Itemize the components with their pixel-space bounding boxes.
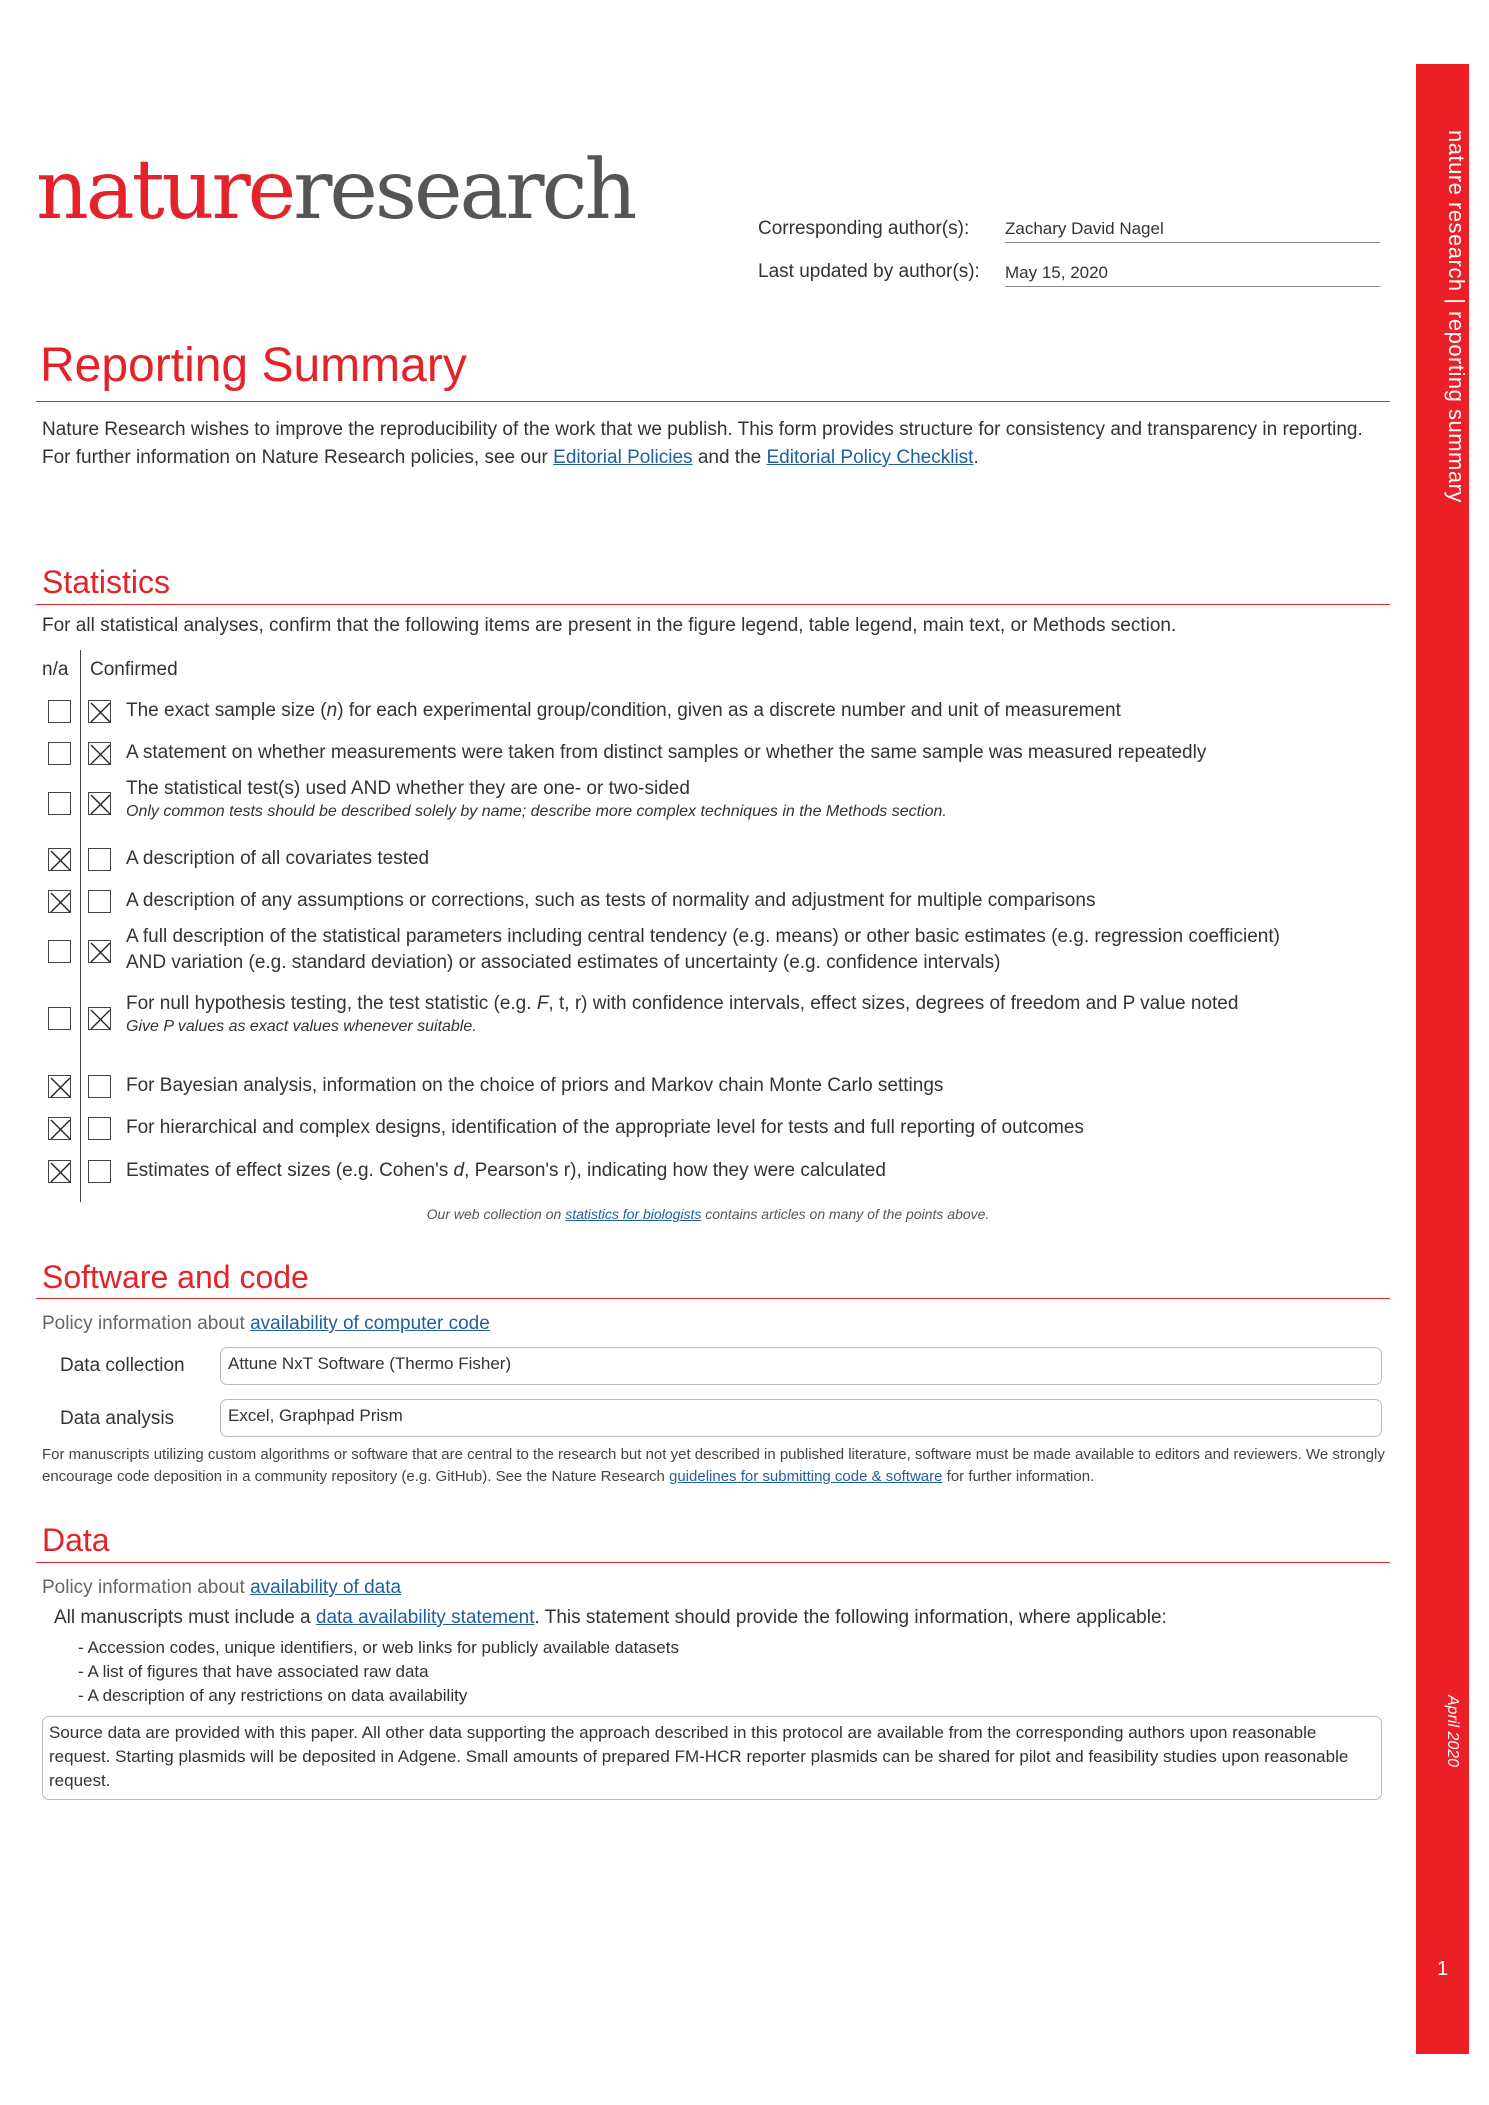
checklist-item-note: Give P values as exact values whenever suitable. <box>126 1018 477 1035</box>
checklist-item-text <box>126 924 1280 976</box>
data-heading: Data <box>42 1522 110 1558</box>
data-availability-field[interactable]: Source data are provided with this paper. All other data supporting the approach described in this protocol are available from the corresponding authors upon reasonable request. Starting plasmids will be deposited in Adgene. Small amounts of prepared FM-HCR reporter plasmids can be shared for pilot and feasibility studies upon reasonable request. <box>42 1716 1382 1800</box>
na-checkbox[interactable] <box>48 940 71 963</box>
data-statement-instruction <box>54 1604 1167 1632</box>
checklist-item-text <box>126 1158 886 1184</box>
software-footnote-text: For manuscripts utilizing custom algorithms or software that are central to the research but not yet described in published literature, software must be made available to editors and reviewers. We strongly encourage code deposition in a community repository (e.g. GitHub). See the Nature Research <box>42 1446 1385 1485</box>
corresponding-author-label: Corresponding author(s): <box>758 218 970 239</box>
na-checkbox[interactable] <box>48 1160 71 1183</box>
data-collection-field[interactable]: Attune NxT Software (Thermo Fisher) <box>220 1347 1382 1385</box>
checklist-item-label: A description of all covariates tested <box>126 848 430 869</box>
na-checkbox[interactable] <box>48 742 71 765</box>
data-policy-text: Policy information about <box>42 1577 251 1598</box>
intro-text: Nature Research wishes to improve the reproducibility of the work that we publish. This form provides structure for consistency and transparency in reporting. For further information on Nature Research policies, see our <box>42 419 1363 468</box>
data-bullet-1: - Accession codes, unique identifiers, or web links for publicly available datasets <box>78 1638 679 1657</box>
corresponding-author-field[interactable]: Zachary David Nagel <box>1005 219 1380 243</box>
checklist-item-text <box>126 698 1121 724</box>
checklist-item-label: For null hypothesis testing, the test statistic (e.g. F, t, r) with confidence intervals, effect sizes, degrees of freedom and P value noted <box>126 993 1239 1014</box>
software-footnote <box>42 1444 1387 1488</box>
confirmed-checkbox[interactable] <box>88 848 111 871</box>
statistics-intro: For all statistical analyses, confirm that the following items are present in the figure legend, table legend, main text, or Methods section. <box>42 615 1177 636</box>
checklist-item-label: The exact sample size (n) for each experimental group/condition, given as a discrete number and unit of measurement <box>126 700 1121 721</box>
statistics-rule <box>36 604 1390 605</box>
data-availability-statement-link[interactable]: data availability statement <box>315 1607 535 1628</box>
statistics-note-text: Our web collection on <box>426 1206 566 1222</box>
na-checkbox[interactable] <box>48 890 71 913</box>
confirmed-checkbox[interactable] <box>88 1007 111 1030</box>
checklist-item-label: For Bayesian analysis, information on the choice of priors and Markov chain Monte Carlo settings <box>126 1075 944 1096</box>
na-checkbox[interactable] <box>48 1117 71 1140</box>
availability-of-data-link[interactable]: availability of data <box>250 1577 402 1598</box>
confirmed-checkbox[interactable] <box>88 792 111 815</box>
col-header-na: n/a <box>42 659 69 680</box>
title-rule <box>36 401 1390 402</box>
data-bullet-3: - A description of any restrictions on data availability <box>78 1686 468 1705</box>
software-policy <box>42 1310 490 1338</box>
checklist-item-label: A description of any assumptions or corrections, such as tests of normality and adjustment for multiple comparisons <box>126 890 1096 911</box>
na-checkbox[interactable] <box>48 700 71 723</box>
checklist-item-text <box>126 740 1206 766</box>
checklist-item-label: A statement on whether measurements were taken from distinct samples or whether the same sample was measured repeatedly <box>126 742 1207 763</box>
confirmed-checkbox[interactable] <box>88 890 111 913</box>
confirmed-checkbox[interactable] <box>88 1075 111 1098</box>
data-rule <box>36 1562 1390 1563</box>
statistics-heading: Statistics <box>42 564 171 600</box>
checklist-item-text <box>126 776 947 822</box>
statistics-note <box>0 1206 1416 1222</box>
data-policy <box>42 1574 401 1602</box>
page-title: Reporting Summary <box>40 339 467 392</box>
data-statement-text: All manuscripts must include a <box>54 1607 316 1628</box>
software-heading: Software and code <box>42 1259 309 1295</box>
checklist-item-text <box>126 1073 943 1099</box>
side-band-title: nature research | reporting summary <box>1444 130 1469 503</box>
checklist-item-label-line2: AND variation (e.g. standard deviation) or associated estimates of uncertainty (e.g. confidence intervals) <box>126 952 1001 973</box>
checklist-item-text <box>126 991 1238 1037</box>
checklist-item-text <box>126 888 1095 914</box>
confirmed-checkbox[interactable] <box>88 940 111 963</box>
intro-paragraph <box>42 416 1382 472</box>
code-guidelines-link[interactable]: guidelines for submitting code & software <box>669 1468 943 1485</box>
editorial-policies-link[interactable]: Editorial Policies <box>553 447 693 468</box>
confirmed-checkbox[interactable] <box>88 700 111 723</box>
statistics-for-biologists-link[interactable]: statistics for biologists <box>565 1206 702 1222</box>
data-analysis-field[interactable]: Excel, Graphpad Prism <box>220 1399 1382 1437</box>
col-header-confirmed: Confirmed <box>90 659 178 680</box>
confirmed-checkbox[interactable] <box>88 1117 111 1140</box>
availability-of-code-link[interactable]: availability of computer code <box>250 1313 490 1334</box>
software-policy-text: Policy information about <box>42 1313 251 1334</box>
checklist-item-label: Estimates of effect sizes (e.g. Cohen's d, Pearson's r), indicating how they were calculated <box>126 1160 886 1181</box>
data-collection-label: Data collection <box>60 1355 185 1376</box>
software-rule <box>36 1298 1390 1299</box>
checklist-item-label: For hierarchical and complex designs, identification of the appropriate level for tests and full reporting of outcomes <box>126 1117 1084 1138</box>
confirmed-checkbox[interactable] <box>88 742 111 765</box>
checklist-item-label: A full description of the statistical parameters including central tendency (e.g. means) or other basic estimates (e.g. regression coefficient) <box>126 926 1280 947</box>
intro-text-middle: and the <box>692 447 767 468</box>
nature-research-logo <box>36 143 635 238</box>
last-updated-field[interactable]: May 15, 2020 <box>1005 263 1380 287</box>
na-checkbox[interactable] <box>48 792 71 815</box>
checklist-item-note: Only common tests should be described solely by name; describe more complex techniques in the Methods section. <box>126 803 947 820</box>
confirmed-checkbox[interactable] <box>88 1160 111 1183</box>
checklist-item-text <box>126 1115 1084 1141</box>
statistics-note-text-end: contains articles on many of the points above. <box>701 1206 990 1222</box>
column-divider <box>80 650 81 1202</box>
software-footnote-text-end: for further information. <box>942 1468 1095 1485</box>
na-checkbox[interactable] <box>48 1007 71 1030</box>
side-band-date: April 2020 <box>1444 1695 1461 1768</box>
intro-text-end: . <box>973 447 979 468</box>
checklist-item-label: The statistical test(s) used AND whether they are one- or two-sided <box>126 778 690 799</box>
data-statement-text-end: . This statement should provide the following information, where applicable: <box>534 1607 1167 1628</box>
data-bullet-2: - A list of figures that have associated raw data <box>78 1662 429 1681</box>
logo-word-nature: nature <box>36 143 294 238</box>
logo-word-research: research <box>293 143 635 238</box>
page-number: 1 <box>1436 1958 1449 1980</box>
editorial-policy-checklist-link[interactable]: Editorial Policy Checklist <box>766 447 974 468</box>
na-checkbox[interactable] <box>48 1075 71 1098</box>
last-updated-label: Last updated by author(s): <box>758 261 980 282</box>
checklist-item-text <box>126 846 429 872</box>
na-checkbox[interactable] <box>48 848 71 871</box>
data-analysis-label: Data analysis <box>60 1408 175 1429</box>
